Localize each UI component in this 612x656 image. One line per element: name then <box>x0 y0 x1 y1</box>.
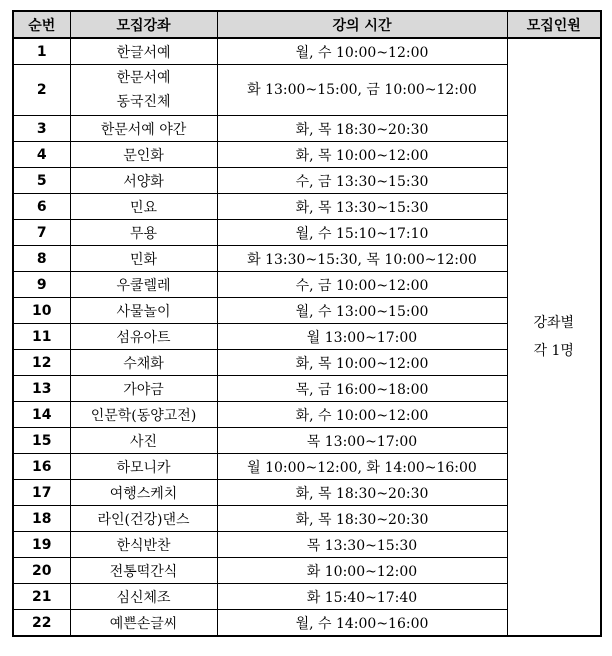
lecture-time: 화 13:30~15:30, 목 10:00~12:00 <box>217 246 507 272</box>
row-number: 18 <box>13 506 70 532</box>
lecture-time: 목 13:30~15:30 <box>217 532 507 558</box>
row-number: 1 <box>13 38 70 65</box>
lecture-time: 화, 목 13:30~15:30 <box>217 194 507 220</box>
course-name: 한문서예 야간 <box>70 116 217 142</box>
row-number: 14 <box>13 402 70 428</box>
row-number: 7 <box>13 220 70 246</box>
course-name: 문인화 <box>70 142 217 168</box>
lecture-time: 목 13:00~17:00 <box>217 428 507 454</box>
course-name: 가야금 <box>70 376 217 402</box>
row-number: 21 <box>13 584 70 610</box>
header-time: 강의 시간 <box>217 11 507 38</box>
course-name: 한식반찬 <box>70 532 217 558</box>
lecture-time: 월, 수 10:00~12:00 <box>217 38 507 65</box>
row-number: 9 <box>13 272 70 298</box>
course-name: 하모니카 <box>70 454 217 480</box>
course-name-line1: 한문서예 <box>116 70 171 86</box>
row-number: 12 <box>13 350 70 376</box>
row-number: 2 <box>13 65 70 116</box>
lecture-time: 화, 목 10:00~12:00 <box>217 350 507 376</box>
header-no: 순번 <box>13 11 70 38</box>
course-recruitment-table <box>12 10 602 637</box>
table-body <box>13 38 601 636</box>
table-row <box>13 38 601 65</box>
quota-line2: 각 1명 <box>533 343 574 359</box>
header-course: 모집강좌 <box>70 11 217 38</box>
row-number: 3 <box>13 116 70 142</box>
lecture-time: 월 10:00~12:00, 화 14:00~16:00 <box>217 454 507 480</box>
row-number: 16 <box>13 454 70 480</box>
course-name: 사물놀이 <box>70 298 217 324</box>
row-number: 4 <box>13 142 70 168</box>
course-name: 한글서예 <box>70 38 217 65</box>
row-number: 19 <box>13 532 70 558</box>
course-name: 라인(건강)댄스 <box>70 506 217 532</box>
row-number: 15 <box>13 428 70 454</box>
lecture-time: 화, 목 10:00~12:00 <box>217 142 507 168</box>
lecture-time: 화 13:00~15:00, 금 10:00~12:00 <box>217 65 507 116</box>
course-name: 무용 <box>70 220 217 246</box>
lecture-time: 화 15:40~17:40 <box>217 584 507 610</box>
course-name-line2: 동국진체 <box>116 94 171 110</box>
course-name <box>70 65 217 116</box>
course-name: 섬유아트 <box>70 324 217 350</box>
course-name: 심신체조 <box>70 584 217 610</box>
lecture-time: 월 13:00~17:00 <box>217 324 507 350</box>
row-number: 22 <box>13 610 70 637</box>
lecture-time: 수, 금 13:30~15:30 <box>217 168 507 194</box>
course-name: 우쿨렐레 <box>70 272 217 298</box>
lecture-time: 월, 수 14:00~16:00 <box>217 610 507 637</box>
quota-line1: 강좌별 <box>533 315 575 331</box>
course-name: 민요 <box>70 194 217 220</box>
course-table-wrapper <box>12 10 600 637</box>
lecture-time: 화, 수 10:00~12:00 <box>217 402 507 428</box>
lecture-time: 화, 목 18:30~20:30 <box>217 116 507 142</box>
row-number: 5 <box>13 168 70 194</box>
course-name: 전통떡간식 <box>70 558 217 584</box>
row-number: 10 <box>13 298 70 324</box>
course-name: 예쁜손글씨 <box>70 610 217 637</box>
course-name: 사진 <box>70 428 217 454</box>
lecture-time: 목, 금 16:00~18:00 <box>217 376 507 402</box>
header-quota: 모집인원 <box>507 11 601 38</box>
lecture-time: 화, 목 18:30~20:30 <box>217 480 507 506</box>
lecture-time: 화, 목 18:30~20:30 <box>217 506 507 532</box>
course-name: 서양화 <box>70 168 217 194</box>
course-name: 민화 <box>70 246 217 272</box>
lecture-time: 화 10:00~12:00 <box>217 558 507 584</box>
course-name: 여행스케치 <box>70 480 217 506</box>
row-number: 8 <box>13 246 70 272</box>
lecture-time: 월, 수 13:00~15:00 <box>217 298 507 324</box>
row-number: 20 <box>13 558 70 584</box>
course-name: 인문학(동양고전) <box>70 402 217 428</box>
lecture-time: 월, 수 15:10~17:10 <box>217 220 507 246</box>
table-header-row <box>13 11 601 38</box>
lecture-time: 수, 금 10:00~12:00 <box>217 272 507 298</box>
row-number: 17 <box>13 480 70 506</box>
course-name: 수채화 <box>70 350 217 376</box>
row-number: 11 <box>13 324 70 350</box>
row-number: 13 <box>13 376 70 402</box>
quota-cell <box>507 38 601 636</box>
row-number: 6 <box>13 194 70 220</box>
